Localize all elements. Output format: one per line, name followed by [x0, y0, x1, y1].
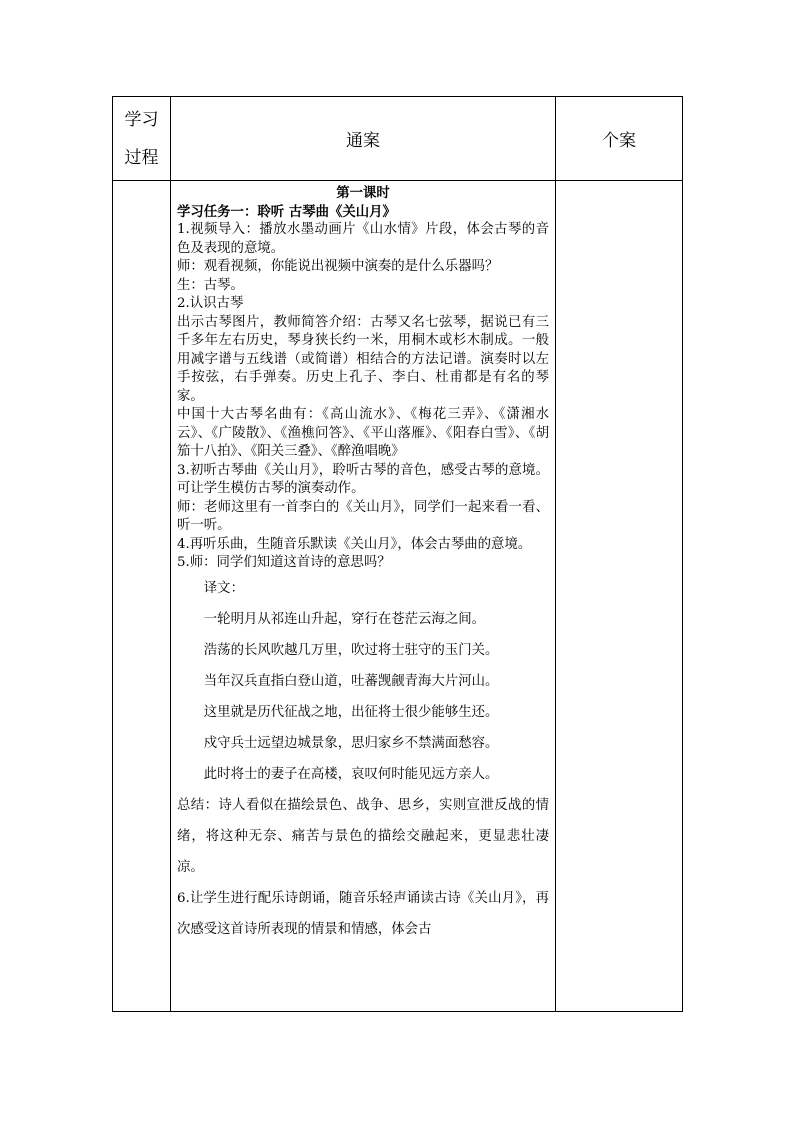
- process-cell: [113, 181, 171, 1012]
- translation-line-1: 一轮明月从祁连山升起，穿行在苍茫云海之间。: [203, 611, 485, 627]
- header-individual-plan: 个案: [556, 97, 683, 181]
- paragraph-2: 师：观看视频，你能说出视频中演奏的是什么乐器吗？: [177, 259, 499, 274]
- translation-line-5: 戍守兵士远望边城景象，思归家乡不禁满面愁容。: [203, 735, 499, 751]
- lesson-title: 第一课时: [336, 185, 390, 201]
- header-learning-process: [113, 97, 171, 181]
- paragraph-1: 1.视频导入：播放水墨动画片《山水情》片段，体会古琴的音色及表现的意境。: [177, 222, 549, 256]
- translation-line-2: 浩荡的长风吹越几万里，吹过将士驻守的玉门关。: [203, 642, 499, 658]
- paragraph-5: 出示古琴图片，教师简答介绍：古琴又名七弦琴，据说已有三千多年左右历史，琴身狭长约一米，用桐木或杉木制成。一般用减字谱与五线谱（或简谱）相结合的方法记谱。演奏时以左手按弦，右手弹奏。历史上孔子、李白、杜甫都是有名的琴家。: [177, 314, 549, 404]
- paragraph-3: 生：古琴。: [177, 277, 244, 293]
- summary: 总结：诗人看似在描绘景色、战争、思乡，实则宣泄反战的情绪，将这种无奈、痛苦与景色的描绘交融起来，更显悲壮凄凉。: [177, 797, 549, 875]
- table-header-row: [113, 97, 683, 181]
- paragraph-8: 师：老师这里有一首李白的《关山月》，同学们一起来看一看、听一听。: [177, 499, 549, 533]
- table-body-row: [113, 181, 683, 1012]
- individual-plan-cell: [556, 181, 683, 1012]
- translation-line-4: 这里就是历代征战之地，出征将士很少能够生还。: [203, 704, 499, 720]
- lesson-plan-table: [112, 96, 683, 1012]
- translation-label: 译文：: [203, 580, 244, 596]
- translation-line-6: 此时将士的妻子在高楼，哀叹何时能见远方亲人。: [203, 766, 499, 782]
- paragraph-11: 6.让学生进行配乐诗朗诵，随音乐轻声诵读古诗《关山月》，再次感受这首诗所表现的情景和情感，体会古: [177, 890, 549, 937]
- paragraph-4: 2.认识古琴: [177, 296, 244, 311]
- paragraph-6: 中国十大古琴名曲有：《高山流水》、《梅花三弄》、《潇湘水云》、《广陵散》、《渔樵问答》、《平山落雁》、《阳春白雪》、《胡笳十八拍》、《阳关三叠》、《醉渔唱晚》: [177, 407, 549, 459]
- common-plan-cell: [171, 181, 556, 1012]
- header-col1-line1: 学习: [124, 109, 159, 130]
- paragraph-10: 5.师：同学们知道这首诗的意思吗？: [177, 555, 391, 570]
- paragraph-9: 4.再听乐曲，生随音乐默读《关山月》，体会古琴曲的意境。: [177, 536, 532, 552]
- header-common-plan: 通案: [171, 97, 556, 181]
- translation-line-3: 当年汉兵直指白登山道，吐蕃觊觎青海大片河山。: [203, 673, 499, 689]
- paragraph-7: 3.初听古琴曲《关山月》，聆听古琴的音色，感受古琴的意境。可让学生模仿古琴的演奏动作。: [177, 462, 549, 496]
- header-col1-line2: 过程: [124, 147, 159, 168]
- task1-title: 学习任务一：聆听 古琴曲《关山月》: [177, 203, 396, 220]
